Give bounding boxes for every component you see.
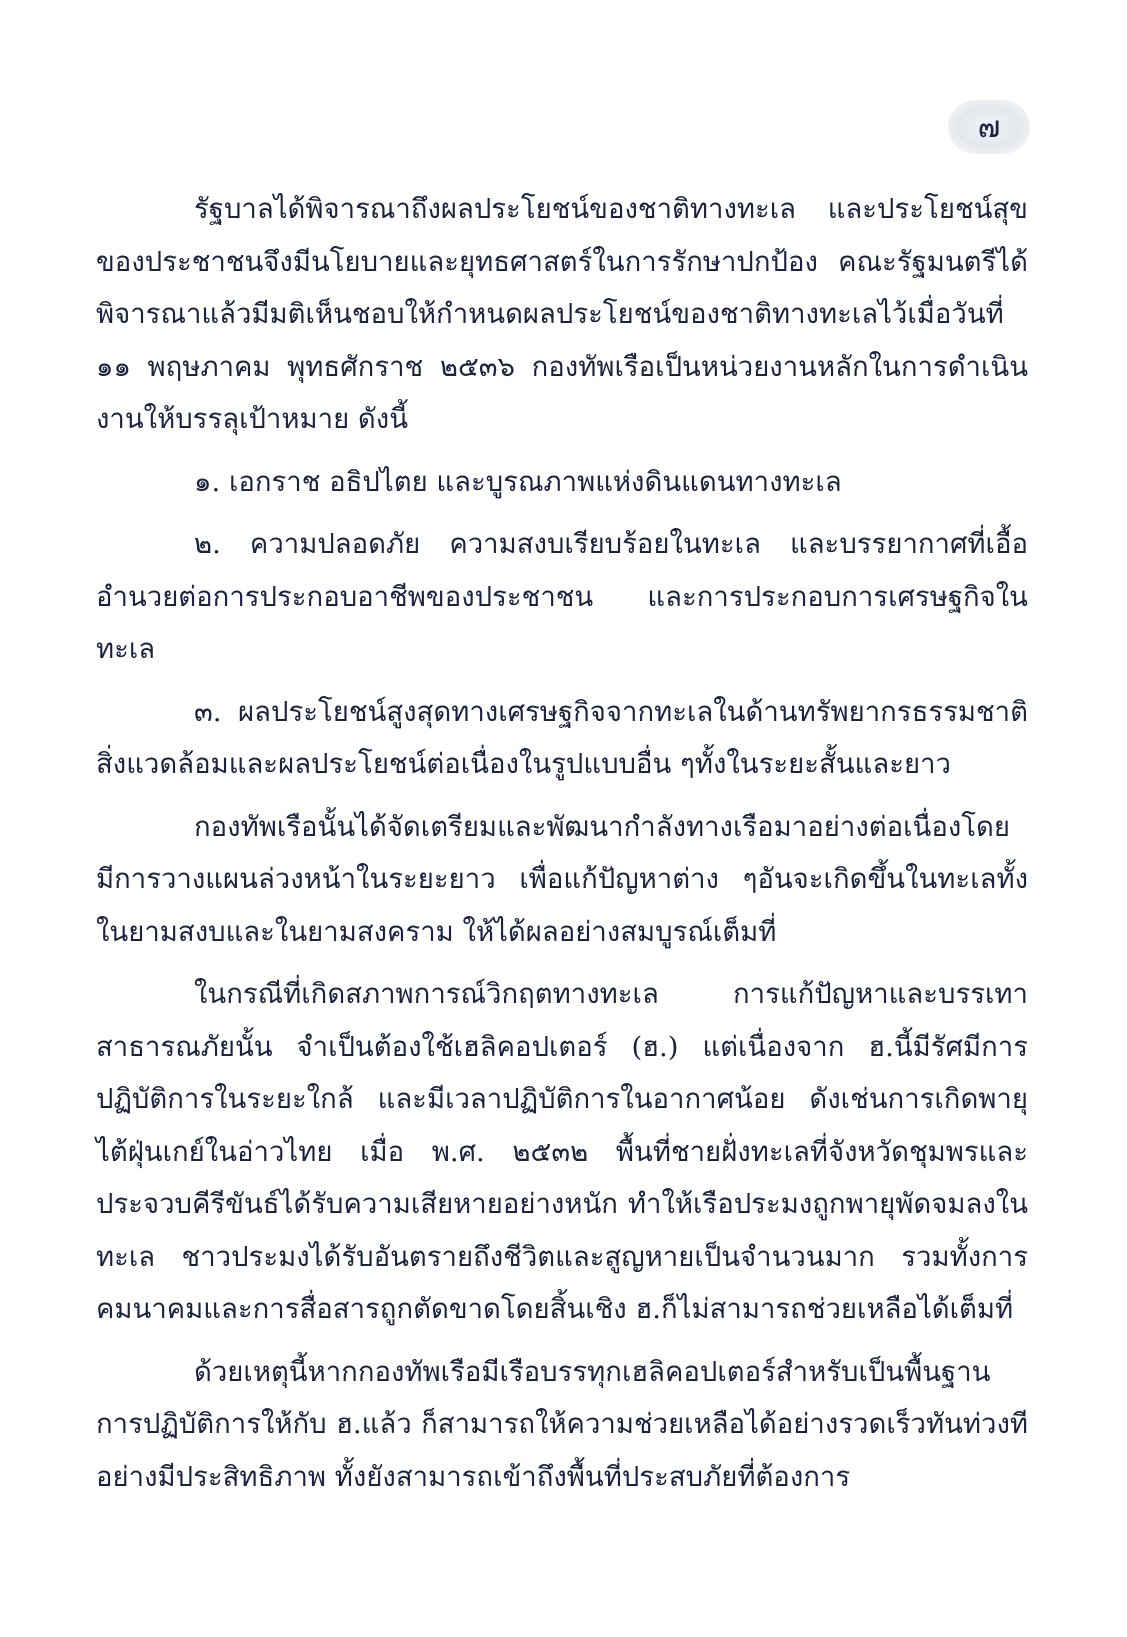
page-number: ๗ [948,100,1030,154]
paragraph-helicopter-carrier: ด้วยเหตุนี้หากกองทัพเรือมีเรือบรรทุกเฮลิคอปเตอร์สำหรับเป็นพื้นฐานการปฏิบัติการให้กับ ฮ.แล้ว ก็สามารถให้ความช่วยเหลือได้อย่างรวดเร็วทันท่วงทีอย่างมีประสิทธิภาพ ทั้งยังสามารถเข้าถึงพื้นที่ประสบภัยที่ต้องการ [96,1355,1028,1493]
paragraph-intro: รัฐบาลได้พิจารณาถึงผลประโยชน์ของชาติทางทะเล และประโยชน์สุขของประชาชนจึงมีนโยบายและยุทธศาสตร์ในการรักษาปกป้อง คณะรัฐมนตรีได้พิจารณาแล้วมีมติเห็นชอบให้กำหนดผลประโยชน์ของชาติทางทะเลไว้เมื่อวันที่ ๑๑ พฤษภาคม พุทธศักราช ๒๕๓๖ กองทัพเรือเป็นหน่วยงานหลักในการดำเนินงานให้บรรลุเป้าหมาย ดังนี้ [96,193,1028,435]
list-item-1: ๑. เอกราช อธิปไตย และบูรณภาพแห่งดินแดนทางทะเล [194,465,842,498]
paragraph-navy-preparation: กองทัพเรือนั้นได้จัดเตรียมและพัฒนากำลังทางเรือมาอย่างต่อเนื่องโดยมีการวางแผนล่วงหน้าในระยะยาว เพื่อแก้ปัญหาต่าง ๆอันจะเกิดขึ้นในทะเลทั้งในยามสงบและในยามสงคราม ให้ได้ผลอย่างสมบูรณ์เต็มที่ [96,810,1028,948]
paragraph-crisis: ในกรณีที่เกิดสภาพการณ์วิกฤตทางทะเล การแก้ปัญหาและบรรเทาสาธารณภัยนั้น จำเป็นต้องใช้เฮลิคอปเตอร์ (ฮ.) แต่เนื่องจาก ฮ.นี้มีรัศมีการปฏิบัติการในระยะใกล้ และมีเวลาปฏิบัติการในอากาศน้อย ดังเช่นการเกิดพายุไต้ฝุ่นเกย์ในอ่าวไทย เมื่อ พ.ศ. ๒๕๓๒ พื้นที่ชายฝั่งทะเลที่จังหวัดชุมพรและประจวบคีรีขันธ์ได้รับความเสียหายอย่างหนัก ทำให้เรือประมงถูกพายุพัดจมลงในทะเล ชาวประมงได้รับอันตรายถึงชีวิตและสูญหายเป็นจำนวนมาก รวมทั้งการคมนาคมและการสื่อสารถูกตัดขาดโดยสิ้นเชิง ฮ.ก็ไม่สามารถช่วยเหลือได้เต็มที่ [96,978,1028,1325]
list-item-2: ๒. ความปลอดภัย ความสงบเรียบร้อยในทะเล และบรรยากาศที่เอื้ออำนวยต่อการประกอบอาชีพของประชาชน และการประกอบการเศรษฐกิจในทะเล [96,528,1028,665]
body-text [96,183,1028,1503]
list-item-3: ๓. ผลประโยชน์สูงสุดทางเศรษฐกิจจากทะเลในด้านทรัพยากรธรรมชาติ สิ่งแวดล้อมและผลประโยชน์ต่อเนื่องในรูปแบบอื่น ๆทั้งในระยะสั้นและยาว [96,695,1028,780]
